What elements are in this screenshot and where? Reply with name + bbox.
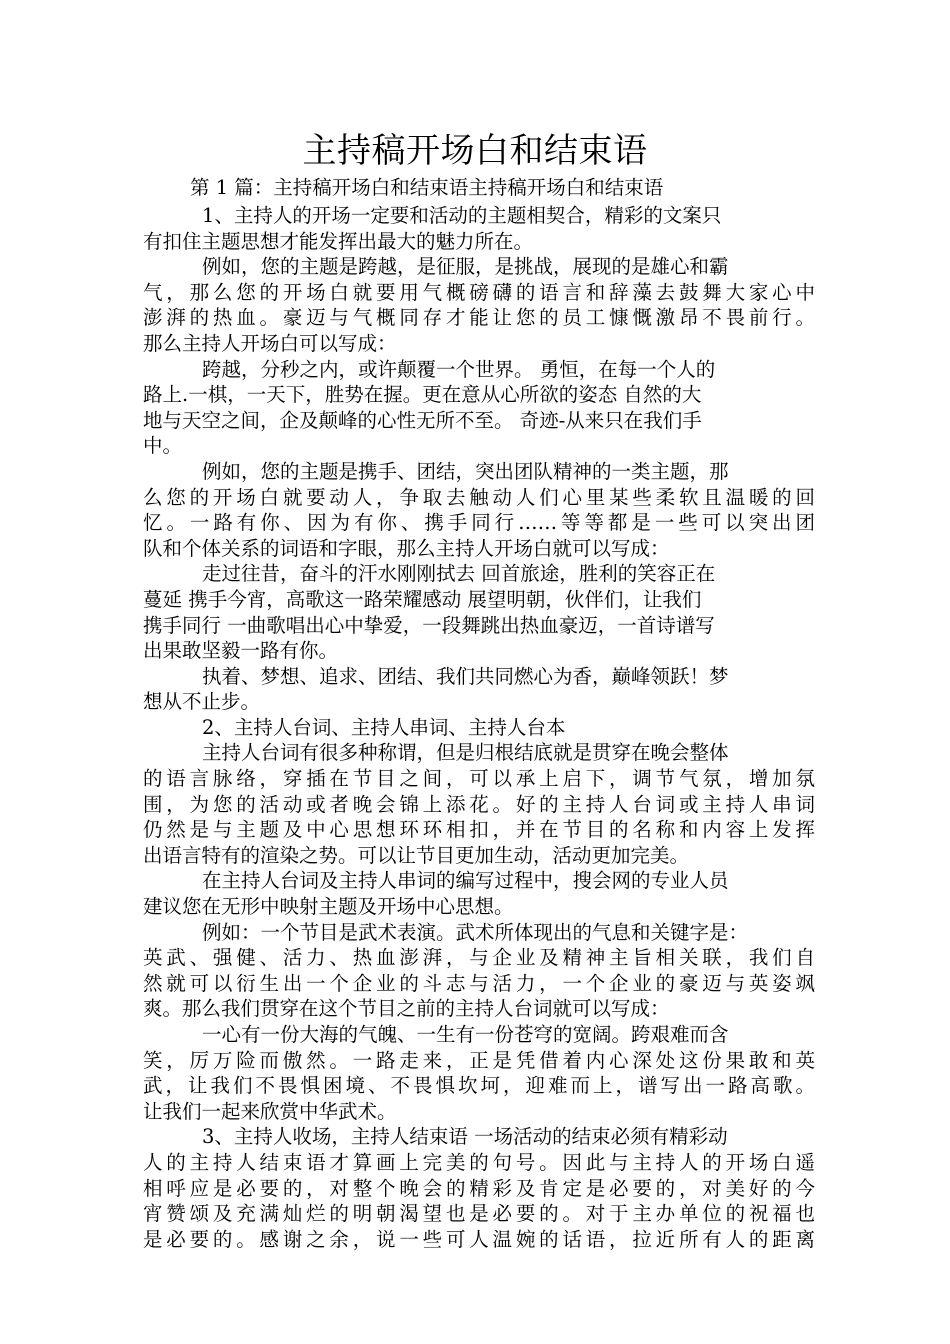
text-line: 地与天空之间，企及颠峰的心性无所不至。 奇迹-从来只在我们手	[143, 408, 702, 432]
text-line: 1、主持人的开场一定要和活动的主题相契合，精彩的文案只	[202, 204, 722, 227]
section-heading: 2、主持人台词、主持人串词、主持人台本	[202, 715, 566, 739]
document-subtitle: 第 1 篇：主持稿开场白和结束语主持稿开场白和结束语	[190, 176, 664, 199]
text-line: 出语言特有的渲染之势。可以让节目更加生动，活动更加完美。	[143, 843, 690, 867]
text-line: 有扣住主题思想才能发挥出最大的魅力所在。	[143, 229, 534, 253]
text-line: 路上.一棋，一天下，胜势在握。更在意从心所欲的姿态 自然的大	[143, 383, 702, 407]
text-line: 英武、强健、活力、热血澎湃，与企业及精神主旨相关联，我们自	[143, 946, 815, 970]
text-line: 让我们一起来欣赏中华武术。	[143, 1099, 397, 1123]
text-line: 么您的开场白就要动人，争取去触动人们心里某些柔软且温暖的回	[143, 485, 815, 509]
text-line: 是必要的。感谢之余，说一些可人温婉的话语，拉近所有人的距离	[143, 1227, 815, 1251]
document-body	[143, 203, 815, 1252]
text-line: 武，让我们不畏惧困境、不畏惧坎坷，迎难而上，谱写出一路高歌。	[143, 1074, 815, 1098]
text-line: 执着、梦想、追求、团结、我们共同燃心为香，巅峰领跃！梦	[202, 664, 729, 688]
text-line: 笑，厉万险而傲然。一路走来，正是凭借着内心深处这份果敢和英	[143, 1048, 815, 1072]
text-line: 然就可以衍生出一个企业的斗志与活力，一个企业的豪迈与英姿飒	[143, 971, 815, 995]
text-line: 走过往昔，奋斗的汗水刚刚拭去 回首旅途，胜利的笑容正在	[202, 562, 716, 586]
text-line: 想从不止步。	[143, 690, 261, 714]
text-line: 的语言脉络，穿插在节目之间，可以承上启下，调节气氛，增加氛	[143, 767, 815, 791]
text-line: 主持人台词有很多种称谓，但是归根结底就是贯穿在晚会整体	[202, 741, 729, 765]
text-line: 气，那么您的开场白就要用气概磅礴的语言和辞藻去鼓舞大家心中	[143, 280, 815, 304]
text-line: 跨越，分秒之内，或许颠覆一个世界。 勇恒，在每一个人的	[202, 357, 716, 381]
text-line: 出果敢坚毅一路有你。	[143, 639, 339, 663]
text-line: 中。	[143, 434, 183, 458]
text-line: 队和个体关系的词语和字眼，那么主持人开场白就可以写成：	[143, 536, 670, 560]
text-line: 那么主持人开场白可以写成：	[143, 331, 397, 355]
text-line: 携手同行 一曲歌唱出心中挚爱，一段舞跳出热血豪迈，一首诗谱写	[143, 613, 715, 637]
text-line: 爽。那么我们贯穿在这个节目之前的主持人台词就可以写成：	[143, 997, 670, 1021]
text-line: 例如，您的主题是携手、团结，突出团队精神的一类主题，那	[202, 459, 729, 483]
text-line: 澎湃的热血。豪迈与气概同存才能让您的员工慷慨激昂不畏前行。	[143, 306, 815, 330]
text-line: 建议您在无形中映射主题及开场中心思想。	[143, 895, 514, 919]
text-line: 蔓延 携手今宵，高歌这一路荣耀感动 展望明朝，伙伴们，让我们	[143, 587, 702, 611]
text-line: 人的主持人结束语才算画上完美的句号。因此与主持人的开场白遥	[143, 1150, 815, 1174]
text-line: 相呼应是必要的，对整个晚会的精彩及肯定是必要的，对美好的今	[143, 1176, 815, 1200]
text-line: 仍然是与主题及中心思想环环相扣，并在节目的名称和内容上发挥	[143, 818, 815, 842]
text-line: 3、主持人收场，主持人结束语 一场活动的结束必须有精彩动	[202, 1125, 728, 1149]
text-line: 一心有一份大海的气魄、一生有一份苍穹的宽阔。跨艰难而含	[202, 1023, 729, 1046]
text-line: 在主持人台词及主持人串词的编写过程中，搜会网的专业人员	[202, 869, 729, 893]
text-line: 忆。一路有你、因为有你、携手同行……等等都是一些可以突出团	[143, 511, 815, 535]
text-line: 围，为您的活动或者晚会锦上添花。好的主持人台词或主持人串词	[143, 792, 815, 816]
text-line: 例如，您的主题是跨越，是征服，是挑战，展现的是雄心和霸	[202, 255, 729, 279]
text-line: 宵赞颂及充满灿烂的明朝渴望也是必要的。对于主办单位的祝福也	[143, 1202, 815, 1226]
text-line: 例如：一个节目是武术表演。武术所体现出的气息和关键字是：	[202, 920, 749, 944]
document-title: 主持稿开场白和结束语	[302, 131, 648, 171]
